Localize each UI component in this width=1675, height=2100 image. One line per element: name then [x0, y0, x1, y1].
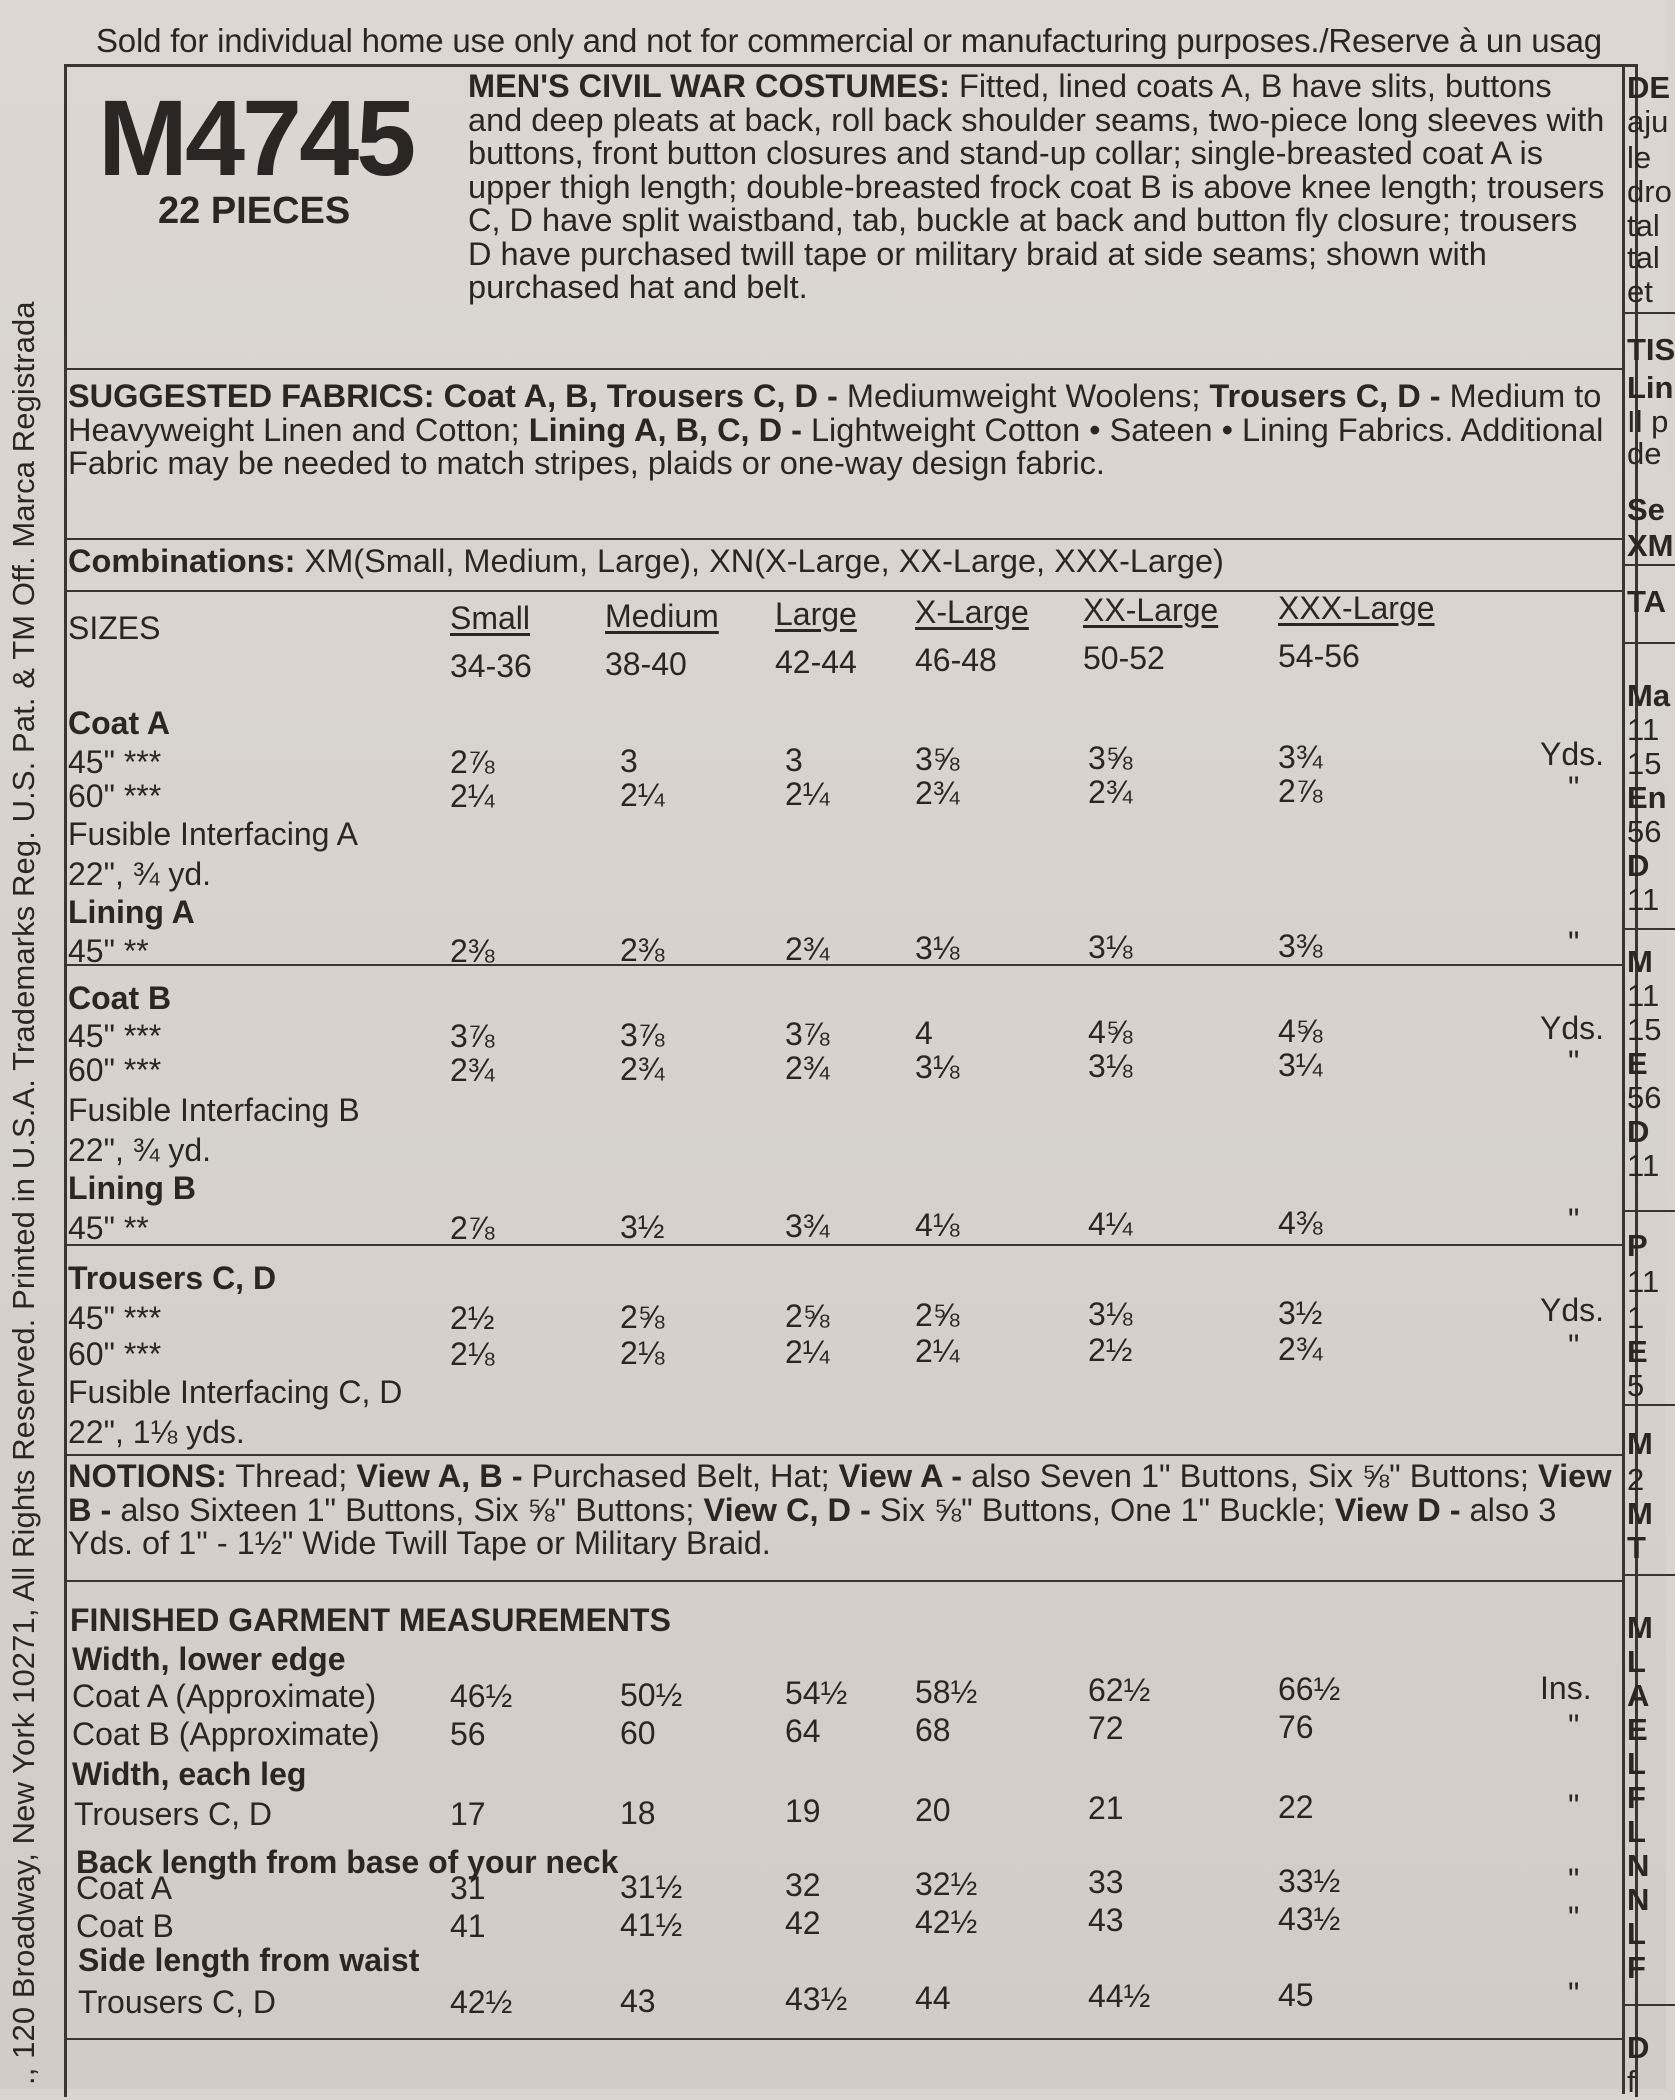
row-value: 43	[620, 1982, 656, 2019]
size-name: XX-Large	[1083, 592, 1219, 628]
size-range: 54-56	[1278, 638, 1360, 674]
row-value: 2⅝	[915, 1297, 960, 1333]
row-value: 2½	[1088, 1332, 1133, 1368]
right-column-fragment: TA	[1627, 584, 1667, 619]
row-value: 44½	[1088, 1978, 1151, 2014]
fabrics-t1: Mediumweight Woolens;	[837, 378, 1210, 414]
row-value: 45	[1278, 1976, 1314, 2013]
right-column-fragment: N	[1627, 1848, 1650, 1883]
row-label: 60" ***	[68, 1052, 162, 1088]
row-value: 2⅛	[450, 1336, 495, 1372]
notions-c: Purchased Belt, Hat;	[522, 1458, 839, 1494]
divider	[64, 368, 1622, 370]
coat-b-lining-title: Lining B	[68, 1170, 196, 1206]
coat-a-fusible-amount: 22", ¾ yd.	[68, 856, 211, 892]
row-value: 3⅛	[1088, 1296, 1133, 1332]
row-unit: "	[1568, 1328, 1580, 1364]
right-column-fragment: dro	[1627, 174, 1672, 209]
right-column-rule	[1625, 928, 1675, 930]
row-value: 58½	[915, 1673, 978, 1710]
size-range: 50-52	[1083, 640, 1165, 676]
right-column-fragment: tal	[1627, 240, 1660, 275]
row-unit: "	[1568, 925, 1580, 961]
coat-b-fusible: Fusible Interfacing B	[68, 1092, 360, 1128]
right-column-fragment: et	[1627, 274, 1653, 309]
right-column-fragment: 11	[1627, 882, 1660, 917]
row-value: 43½	[785, 1981, 848, 2017]
coat-b-fusible-amount: 22", ¾ yd.	[68, 1132, 211, 1168]
row-value: 3¾	[785, 1208, 830, 1244]
notions-k: also 3 Yds. of 1" - 1½" Wide Twill Tape or Military Braid.	[68, 1491, 1557, 1561]
right-column-fragment: P	[1627, 1228, 1648, 1263]
row-value: 2½	[450, 1300, 495, 1336]
row-value: 2¼	[915, 1333, 960, 1369]
row-value: 3⅝	[915, 741, 960, 777]
pattern-description	[468, 70, 1608, 305]
coat-b-title: Coat B	[68, 980, 172, 1016]
row-label: Coat B (Approximate)	[72, 1716, 380, 1752]
row-value: 2¾	[620, 1051, 665, 1087]
right-column-fragment: M	[1627, 944, 1653, 979]
row-value: 3⅜	[1278, 928, 1323, 964]
trousers-title: Trousers C, D	[68, 1260, 277, 1296]
row-value: 2¾	[1088, 774, 1133, 810]
right-column-fragment: le	[1627, 140, 1652, 175]
row-value: 22	[1278, 1788, 1314, 1825]
row-value: 33	[1088, 1864, 1124, 1900]
row-value: 2¾	[915, 775, 960, 811]
row-value: 33½	[1278, 1862, 1341, 1899]
row-value: 4⅝	[1088, 1014, 1133, 1050]
row-value: 4¼	[1088, 1206, 1133, 1242]
divider	[64, 2038, 1622, 2040]
row-value: 2⅝	[785, 1298, 830, 1334]
row-value: 2⅜	[450, 933, 495, 969]
divider	[64, 964, 1622, 966]
row-value: 21	[1088, 1790, 1124, 1826]
row-value: 44	[915, 1979, 951, 2016]
size-range: 38-40	[605, 646, 687, 682]
row-value: 3½	[620, 1209, 665, 1245]
row-value: 46½	[450, 1678, 513, 1714]
row-value: 2⅛	[620, 1335, 665, 1371]
pattern-number: M4745	[98, 77, 414, 198]
right-column-fragment: En	[1627, 780, 1667, 815]
suggested-fabrics	[68, 380, 1614, 481]
row-value: 76	[1278, 1708, 1314, 1745]
coat-a-title: Coat A	[68, 705, 170, 741]
row-value: 17	[450, 1796, 486, 1832]
row-unit: "	[1568, 1044, 1580, 1080]
description-text: Fitted, lined coats A, B have slits, buttons and deep pleats at back, roll back shoulder seams, two-piece long sleeves with buttons, front button closures and stand-up collar; single-breasted coat A is upper thigh length; double-breasted frock coat B is above knee length; trousers C, D have split waistband, tab, buckle at back and button fly closure; trousers D have purchased twill tape or military braid at side seams; shown with purchased hat and belt.	[468, 68, 1605, 305]
row-label: 45" **	[68, 1210, 149, 1246]
coat-a-fusible: Fusible Interfacing A	[68, 816, 358, 852]
right-column-fragment: 11	[1627, 978, 1660, 1013]
row-label: 45" ***	[68, 1300, 162, 1336]
fabrics-s3: Lining A, B, C, D -	[528, 411, 802, 448]
fabrics-t2: Medium to Heavyweight Linen and Cotton;	[68, 378, 1602, 448]
row-value: 41½	[620, 1906, 683, 1943]
right-column-fragment: L	[1627, 1814, 1646, 1849]
right-column-fragment: f	[1627, 2064, 1636, 2099]
row-value: 2⅝	[620, 1299, 665, 1335]
pieces-count: 22 PIECES	[158, 190, 351, 232]
row-value: 3¾	[1278, 739, 1323, 775]
right-column-fragment: 11	[1627, 1264, 1660, 1299]
divider	[64, 1454, 1622, 1456]
row-value: 2¾	[785, 931, 830, 967]
right-column-fragment: N	[1627, 1882, 1650, 1917]
size-name: Small	[450, 600, 531, 636]
right-column-fragment: L	[1627, 1644, 1646, 1679]
row-value: 4⅛	[915, 1207, 960, 1243]
row-unit: Yds.	[1540, 1010, 1605, 1046]
right-column-fragment: TIS	[1627, 332, 1675, 367]
notions-d: View A -	[838, 1458, 963, 1494]
row-value: 3⅝	[1088, 740, 1133, 776]
right-column-fragment: A	[1627, 1678, 1650, 1713]
notions-a: Thread;	[226, 1458, 357, 1494]
fabrics-s2: Trousers C, D -	[1209, 378, 1441, 414]
row-value: 32½	[915, 1865, 978, 1902]
combinations-label: Combinations:	[68, 543, 296, 579]
right-column-fragment: aju	[1627, 104, 1669, 139]
row-value: 2¾	[450, 1052, 495, 1088]
right-column-fragment: 15	[1627, 746, 1662, 781]
description-title: MEN'S CIVIL WAR COSTUMES:	[468, 68, 951, 104]
width-leg-heading: Width, each leg	[72, 1756, 307, 1792]
row-value: 42	[785, 1905, 821, 1941]
right-column-fragment: Lin	[1627, 370, 1674, 405]
fabrics-label: SUGGESTED FABRICS:	[68, 378, 435, 414]
row-value: 31½	[620, 1868, 683, 1905]
row-value: 2¾	[1278, 1331, 1323, 1367]
row-label: 60" ***	[68, 1336, 162, 1372]
side-length-heading: Side length from waist	[78, 1942, 420, 1978]
right-column-fragment: DE	[1627, 70, 1671, 105]
notions-g: also Sixteen 1" Buttons, Six ⅝" Buttons;	[111, 1491, 704, 1528]
right-column-fragment: XM	[1627, 528, 1674, 563]
right-column-fragment: L	[1627, 1916, 1646, 1951]
size-range: 42-44	[775, 644, 857, 680]
notions-label: NOTIONS:	[68, 1458, 227, 1494]
row-value: 42½	[450, 1984, 513, 2020]
right-column-fragment: F	[1627, 1780, 1646, 1815]
sizes-label: SIZES	[68, 610, 161, 646]
right-column-fragment: 15	[1627, 1012, 1662, 1047]
row-value: 64	[785, 1713, 821, 1749]
size-name: XXX-Large	[1278, 590, 1435, 626]
row-value: 2¾	[785, 1050, 830, 1086]
row-value: 68	[915, 1711, 951, 1748]
trousers-fusible-amount: 22", 1⅛ yds.	[68, 1414, 245, 1450]
row-unit: Ins.	[1540, 1670, 1592, 1706]
row-label: Coat B	[76, 1908, 174, 1944]
row-unit: "	[1568, 1976, 1580, 2012]
row-unit: "	[1568, 1708, 1580, 1744]
right-column-fragment: D	[1627, 848, 1650, 883]
row-value: 3	[785, 742, 803, 778]
row-value: 3⅛	[915, 1049, 960, 1085]
right-column-fragment: E	[1627, 1334, 1648, 1369]
row-value: 32	[785, 1867, 821, 1903]
right-column-fragment: F	[1627, 1950, 1646, 1985]
right-column-fragment: M	[1627, 1426, 1653, 1461]
right-column-rule	[1625, 1404, 1675, 1406]
row-label: Coat A (Approximate)	[72, 1678, 377, 1714]
combinations	[68, 545, 1614, 579]
row-value: 4⅜	[1278, 1205, 1323, 1241]
right-column-rule	[1625, 564, 1675, 566]
right-column-rule	[1625, 642, 1675, 644]
row-value: 3⅞	[620, 1017, 665, 1053]
row-unit: "	[1568, 1900, 1580, 1936]
row-value: 2⅞	[450, 1210, 495, 1246]
row-value: 3⅛	[1088, 1048, 1133, 1084]
row-unit: Yds.	[1540, 736, 1605, 772]
coat-a-lining-title: Lining A	[68, 894, 195, 930]
right-column-fragment: 5	[1627, 1368, 1645, 1403]
row-value: 43	[1088, 1902, 1124, 1938]
row-value: 2¼	[620, 777, 665, 813]
row-value: 3¼	[1278, 1047, 1323, 1083]
notions-j: View D -	[1334, 1491, 1461, 1528]
finished-title: FINISHED GARMENT MEASUREMENTS	[70, 1602, 671, 1638]
right-column-fragment: tal	[1627, 208, 1660, 243]
right-column-fragment: D	[1627, 1114, 1650, 1149]
row-value: 2¼	[785, 1334, 830, 1370]
right-column-rule	[1625, 1210, 1675, 1212]
right-column-fragment: M	[1627, 1496, 1653, 1531]
row-unit: "	[1568, 1202, 1580, 1238]
row-label: 45" **	[68, 933, 149, 969]
notions-h: View C, D -	[703, 1491, 871, 1528]
row-label: 45" ***	[68, 1018, 162, 1054]
size-range: 34-36	[450, 648, 532, 684]
size-name: X-Large	[915, 594, 1029, 630]
size-name: Medium	[605, 598, 719, 634]
row-value: 18	[620, 1794, 656, 1831]
right-column-fragment: E	[1627, 1046, 1648, 1081]
right-column-fragment: T	[1627, 1530, 1646, 1565]
row-value: 3⅞	[785, 1016, 830, 1052]
top-notice: Sold for individual home use only and not for commercial or manufacturing purposes./Reserve à un usag	[96, 22, 1602, 59]
row-value: 2⅜	[620, 932, 665, 968]
row-value: 20	[915, 1791, 951, 1828]
size-name: Large	[775, 596, 857, 632]
right-column-rule	[1625, 312, 1675, 314]
row-value: 3⅛	[1088, 929, 1133, 965]
right-column-fragment: 56	[1627, 1080, 1662, 1115]
right-column-fragment: 11	[1627, 1148, 1660, 1183]
right-column-fragment: E	[1627, 1712, 1648, 1747]
combinations-text: XM(Small, Medium, Large), XN(X-Large, XX-Large, XXX-Large)	[295, 543, 1224, 579]
row-value: 60	[620, 1714, 656, 1751]
divider	[64, 1244, 1622, 1246]
side-notice: ., 120 Broadway, New York 10271, All Rights Reserved. Printed in U.S.A. Trademarks Reg. U.S. Pat. & TM Off. Marca Registrada	[6, 301, 41, 2085]
row-value: 72	[1088, 1710, 1124, 1746]
row-label: 60" ***	[68, 778, 162, 814]
row-label: Trousers C, D	[74, 1796, 272, 1832]
row-value: 3½	[1278, 1295, 1323, 1331]
notions-e: also Seven 1" Buttons, Six ⅝" Buttons;	[962, 1458, 1538, 1494]
right-column-fragment: Il p	[1627, 404, 1669, 439]
row-value: 2¼	[785, 776, 830, 812]
right-column-rule	[1625, 1574, 1675, 1576]
back-length-heading: Back length from base of your neck	[76, 1844, 619, 1880]
right-column-fragment: D	[1627, 2030, 1650, 2065]
row-value: 3⅞	[450, 1018, 495, 1054]
right-column-fragment: 11	[1627, 712, 1660, 747]
row-unit: "	[1568, 1862, 1580, 1898]
right-column-fragment: M	[1627, 1610, 1653, 1645]
right-column-fragment: Se	[1627, 492, 1665, 527]
row-unit: "	[1568, 1788, 1580, 1824]
divider	[64, 1580, 1622, 1582]
right-column-fragment: Ma	[1627, 678, 1671, 713]
notions-f: View B -	[68, 1458, 1612, 1528]
row-unit: "	[1568, 770, 1580, 806]
row-unit: Yds.	[1540, 1292, 1605, 1328]
row-value: 42½	[915, 1903, 978, 1940]
row-value: 62½	[1088, 1672, 1151, 1708]
fabrics-t3: Lightweight Cotton • Sateen • Lining Fabrics. Additional Fabric may be needed to match stripes, plaids or one-way design fabric.	[68, 411, 1604, 481]
trousers-fusible: Fusible Interfacing C, D	[68, 1374, 403, 1410]
right-column-fragment: 1	[1627, 1300, 1645, 1335]
row-label: 45" ***	[68, 744, 162, 780]
right-cut-column	[1622, 64, 1675, 2099]
notions	[68, 1460, 1628, 1561]
row-value: 3	[620, 743, 638, 779]
right-column-fragment: 56	[1627, 814, 1662, 849]
right-column-fragment: de	[1627, 436, 1662, 471]
row-value: 4⅝	[1278, 1013, 1323, 1049]
width-lower-heading: Width, lower edge	[72, 1641, 346, 1677]
row-value: 3⅛	[915, 930, 960, 966]
notions-b: View A, B -	[356, 1458, 523, 1494]
right-column-fragment: L	[1627, 1746, 1646, 1781]
row-value: 50½	[620, 1676, 683, 1713]
row-value: 31	[450, 1870, 486, 1906]
row-value: 2¼	[450, 778, 495, 814]
row-value: 56	[450, 1716, 486, 1752]
row-value: 66½	[1278, 1670, 1341, 1707]
row-label: Trousers C, D	[78, 1984, 276, 2020]
row-value: 41	[450, 1908, 486, 1944]
divider	[64, 538, 1622, 540]
row-label: Coat A	[76, 1870, 173, 1906]
size-range: 46-48	[915, 642, 997, 678]
row-value: 2⅞	[450, 744, 495, 780]
row-value: 19	[785, 1793, 821, 1829]
row-value: 54½	[785, 1675, 848, 1711]
row-value: 4	[915, 1015, 933, 1051]
row-value: 2⅞	[1278, 773, 1323, 809]
row-value: 43½	[1278, 1900, 1341, 1937]
right-column-fragment: 2	[1627, 1462, 1645, 1497]
fabrics-s1: Coat A, B, Trousers C, D -	[443, 378, 838, 414]
right-column-rule	[1625, 2004, 1675, 2006]
notions-i: Six ⅝" Buttons, One 1" Buckle;	[870, 1491, 1335, 1528]
